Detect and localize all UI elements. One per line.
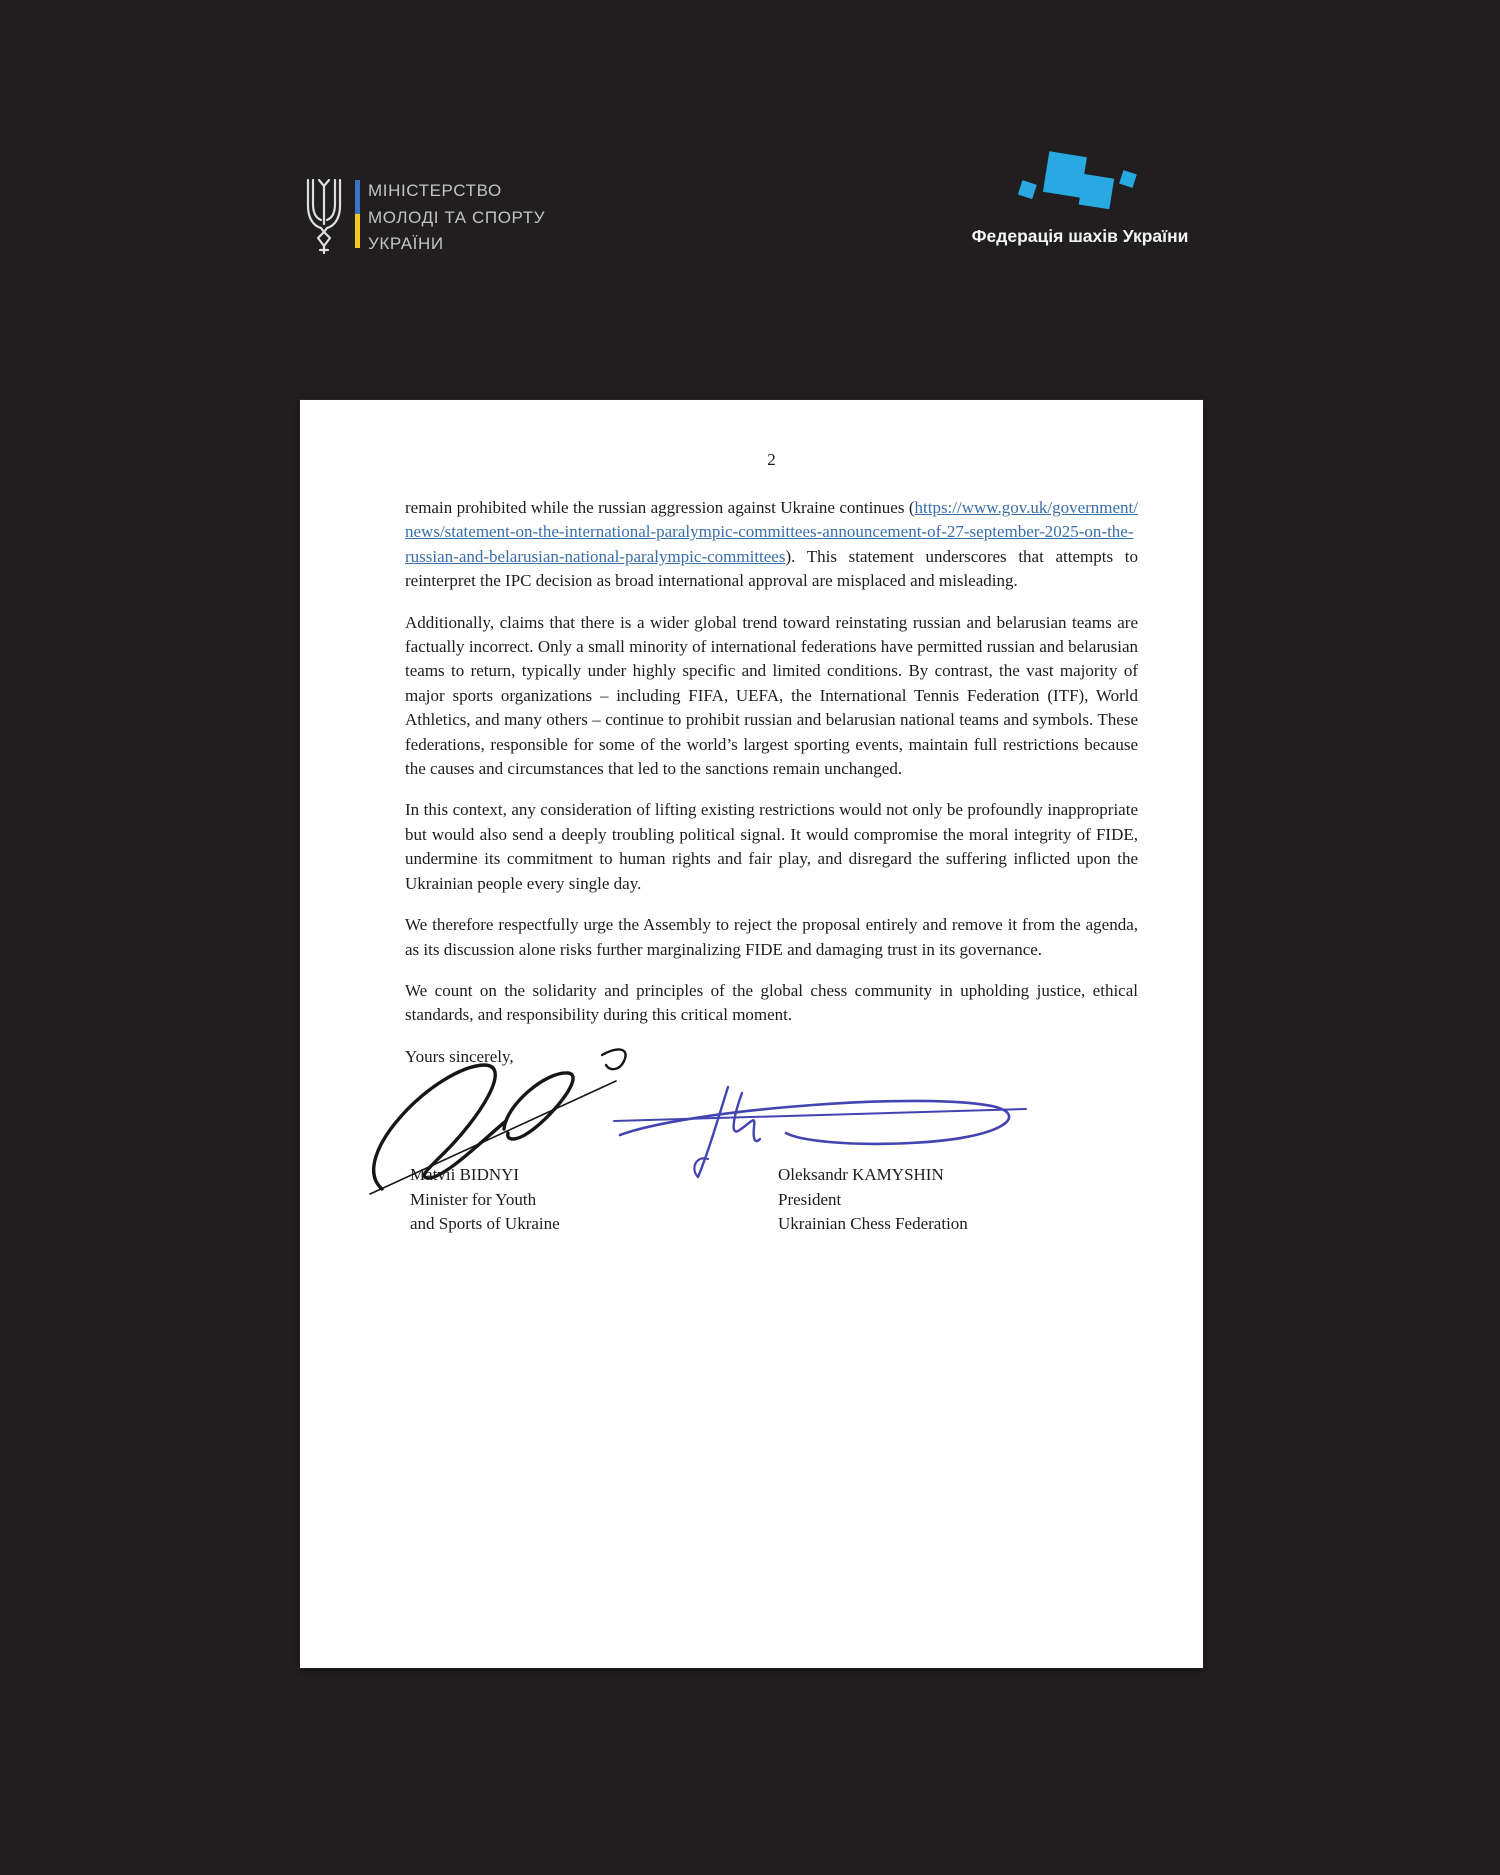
page-number: 2	[767, 450, 776, 469]
paragraph-3: In this context, any consideration of lifting existing restrictions would not only be profoundly inappropriate but would also send a deeply troubling political signal. It would compromise the moral integrity of FIDE, undermine its commitment to human rights and fair play, and disregard the suffering inflicted upon the Ukrainian people every single day.	[405, 800, 1138, 893]
closing-salutation: Yours sincerely,	[405, 1046, 514, 1066]
signatory-name: Oleksandr KAMYSHIN	[778, 1165, 944, 1185]
flag-bar-icon	[355, 180, 360, 248]
paragraph-1-pre: remain prohibited while the russian aggression against Ukraine continues (	[405, 498, 915, 517]
trident-icon	[303, 176, 345, 256]
signatory-bidnyi	[410, 1163, 560, 1237]
chess-federation-logo	[958, 150, 1202, 247]
signatory-title-line2: and Sports of Ukraine	[410, 1214, 560, 1234]
ministry-name-line2: МОЛОДІ ТА СПОРТУ	[368, 207, 546, 227]
paragraph-5: We count on the solidarity and principles of the global chess community in upholding justice, ethical standards, and responsibility during this critical moment.	[405, 980, 1138, 1025]
signatory-title-line2: Ukrainian Chess Federation	[778, 1214, 968, 1234]
ministry-name	[368, 178, 545, 258]
chess-logo-icon	[1018, 150, 1142, 218]
paragraph-1	[405, 496, 1138, 594]
paragraph-2: Additionally, claims that there is a wider global trend toward reinstating russian and belarusian teams are factually incorrect. Only a small minority of international federations have permitted russian and belarusian teams to return, typically under highly specific and limited conditions. By contrast, the vast majority of major sports organizations – including FIFA, UEFA, the International Tennis Federation (ITF), World Athletics, and many others – continue to prohibit russian and belarusian national teams and symbols. These federations, responsible for some of the world’s largest sporting events, maintain full restrictions because the causes and circumstances that led to the sanctions remain unchanged.	[405, 612, 1138, 779]
paragraph-4: We therefore respectfully urge the Assembly to reject the proposal entirely and remove it from the agenda, as its discussion alone risks further marginalizing FIDE and damaging trust in its governance.	[405, 915, 1138, 959]
ministry-logo	[303, 176, 545, 258]
letter-page	[300, 400, 1203, 1668]
signature-block	[405, 1069, 1138, 1299]
signatory-title-line1: Minister for Youth	[410, 1189, 537, 1209]
signatory-kamyshin	[778, 1163, 968, 1237]
signatory-name: Matvii BIDNYI	[410, 1165, 520, 1185]
ministry-name-line3: УКРАЇНИ	[368, 234, 444, 253]
paragraph-1-post: ). This statement underscores that attempts to reinterpret the IPC decision as broad international approval are misplaced and misleading.	[405, 546, 1138, 591]
signatory-title-line1: President	[778, 1189, 842, 1209]
gov-uk-statement-link[interactable]: https://www.gov.uk/government/news/statement-on-the-international-paralympic-committees-announcement-of-27-september-2025-on-the-russian-and-belarusian-national-paralympic-committees	[405, 498, 1138, 566]
ministry-name-line1: МІНІСТЕРСТВО	[368, 181, 502, 200]
chess-federation-name: Федерація шахів України	[971, 226, 1189, 246]
